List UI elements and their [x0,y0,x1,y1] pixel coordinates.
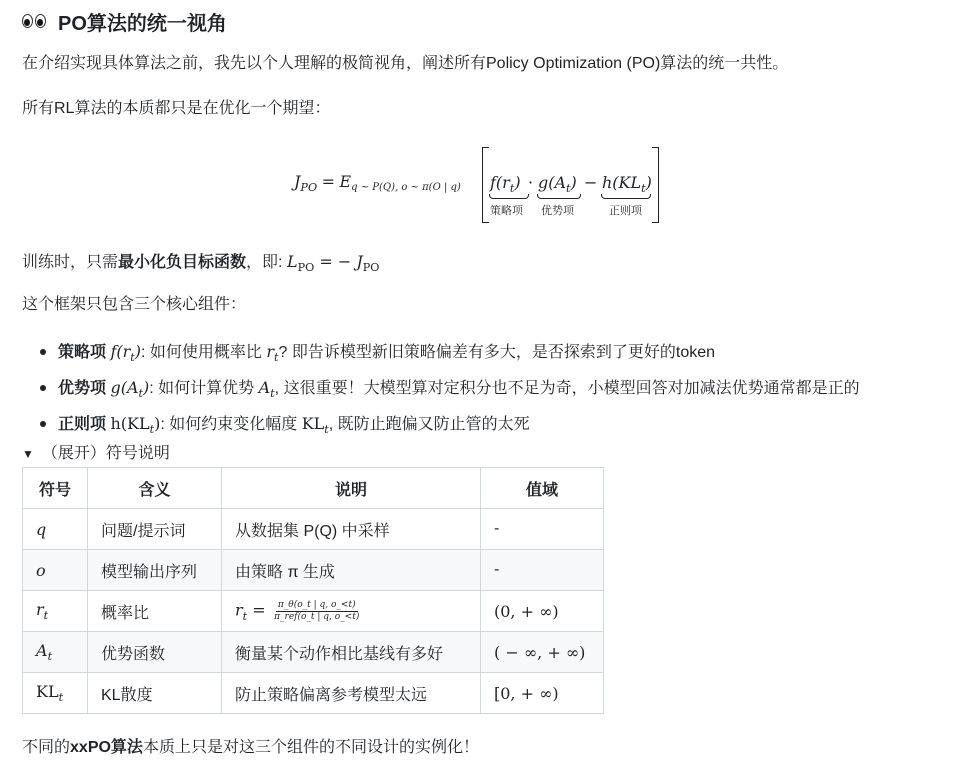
desc-cell: 由策略 π 生成 [222,550,481,591]
desc-cell: 衡量某个动作相比基线有多好 [222,632,481,673]
meaning-cell: KL散度 [88,673,222,714]
framework-paragraph: 这个框架只包含三个核心组件： [22,296,247,313]
objective-formula [290,145,670,225]
meaning-cell: 概率比 [88,591,222,632]
meaning-cell: 问题/提示词 [88,509,222,550]
range-cell: (0, + ∞) [481,591,604,632]
conclusion-paragraph: 不同的xxPO算法本质上只是对这三个组件的不同设计的实例化！ [22,739,479,756]
advantage-label: 优势项 [541,205,574,217]
list-item: 优势项 $g(A_t)$: 如何计算优势 $A_t$, 这很重要！大模型算对定积分也不足为奇，小模型回答对加减法优势通常都是正的 [40,373,860,409]
range-cell: ( − ∞, + ∞) [481,632,604,673]
policy-underbrace [489,194,529,199]
policy-term: $f(r_t)$ [490,173,521,196]
symbol-cell: $KL_t$ [23,673,88,714]
formula-lhs: $J_{PO} = Eq$ ~ P(Q), o ~ π(O | q) [294,172,461,195]
regularization-label: 正则项 [609,205,642,217]
right-bracket [652,147,659,223]
training-paragraph: 训练时，只需最小化负目标函数，即: $L_{PO}$ = − $J_{PO}$ [22,252,380,275]
page-title: PO算法的统一视角 [58,12,227,35]
eyes-icon [22,14,46,28]
essence-paragraph: 所有RL算法的本质都只是在优化一个期望： [22,100,331,117]
range-cell: [0, + ∞) [481,673,604,714]
symbol-cell: $r_t$ [23,591,88,632]
list-item: 正则项 $h(KL_t)$: 如何约束变化幅度 $KL_t$, 既防止跑偏又防止管的太死 [40,409,860,445]
table-header-row [23,468,604,509]
dot-operator: · [528,173,534,192]
symbol-cell: $A_t$ [23,632,88,673]
policy-label: 策略项 [490,205,523,217]
col-header: 符号 [23,468,88,509]
advantage-underbrace [537,194,581,199]
details-summary-toggle[interactable]: ▼ （展开）符号说明 [22,442,170,466]
triangle-down-icon: ▼ [22,447,34,461]
col-header: 说明 [222,468,481,509]
range-cell: - [481,550,604,591]
intro-paragraph: 在介绍实现具体算法之前，我先以个人理解的极简视角，阐述所有Policy Optimization (PO)算法的统一共性。 [22,55,789,72]
range-cell: - [481,509,604,550]
table-row [23,550,604,591]
table-row [23,509,604,550]
regularization-underbrace [601,194,651,199]
meaning-cell: 模型输出序列 [88,550,222,591]
desc-cell: $r_t$ = $\frac{\pi\_\theta(o\_t | q, o\_<t)}{\text{π\_ref(o\_t | q, o\_<t)}}$ [222,591,481,632]
advantage-term: $g(A_t)$ [538,173,577,196]
table-row [23,632,604,673]
components-list [40,337,860,446]
table-row [23,591,604,632]
desc-cell: 防止策略偏离参考模型太远 [222,673,481,714]
symbol-cell: q [23,509,88,550]
ratio-fraction: $\frac{\pi\_\theta(o\_t | q, o\_<t)}{\text{π\_ref(o\_t | q, o\_<t)}}$ [274,599,360,622]
symbol-cell: o [23,550,88,591]
section-heading [22,6,227,36]
regularization-term: $h(KL_t)$ [602,173,652,196]
minus-operator: − [584,173,598,192]
col-header: 值域 [481,468,604,509]
left-bracket [482,147,489,223]
table-row [23,673,604,714]
symbol-table [22,467,604,714]
meaning-cell: 优势函数 [88,632,222,673]
col-header: 含义 [88,468,222,509]
list-item: 策略项 $f(r_t)$: 如何使用概率比 $r_t$? 即告诉模型新旧策略偏差有多大，是否探索到了更好的token [40,337,860,373]
desc-cell: 从数据集 P(Q) 中采样 [222,509,481,550]
